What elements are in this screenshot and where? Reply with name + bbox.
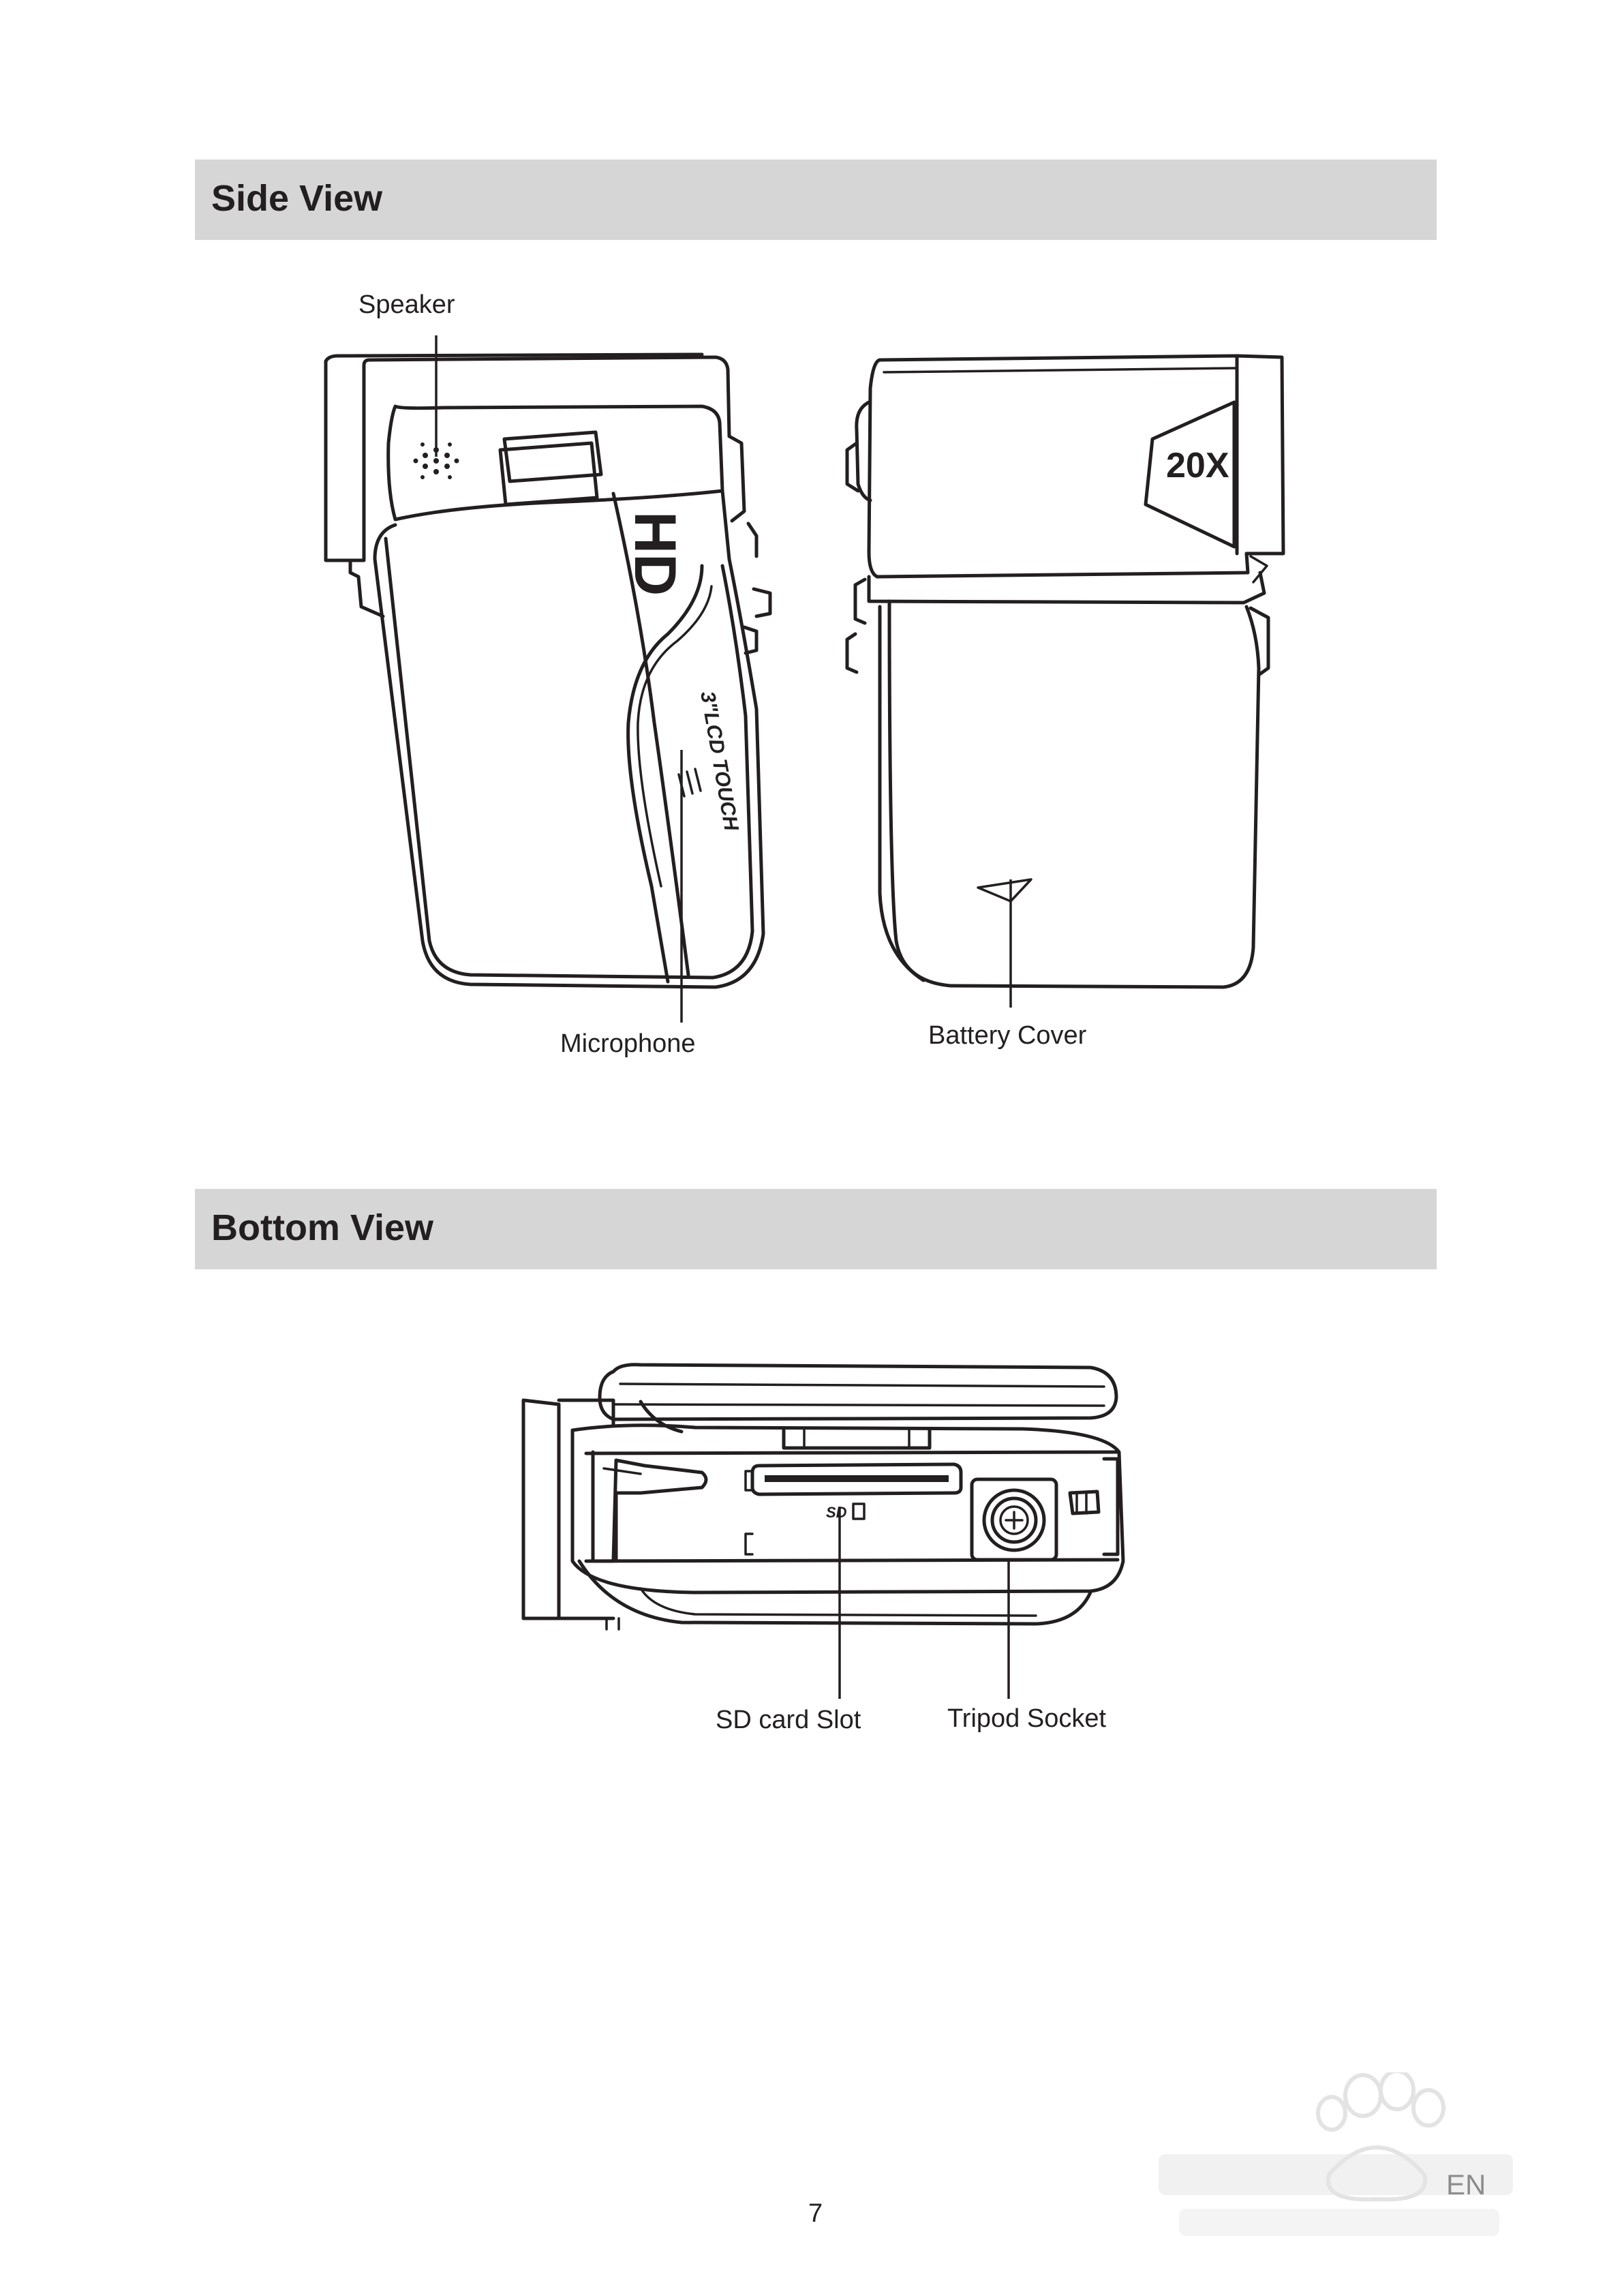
- hd-mark: HD: [622, 511, 688, 596]
- label-microphone: Microphone: [560, 1029, 696, 1058]
- section-header-bottom-view: [195, 1189, 1437, 1269]
- sd-card-icon: [752, 1464, 961, 1521]
- side-view-right-drawing: [842, 348, 1291, 1016]
- label-speaker: Speaker: [358, 290, 455, 319]
- svg-text:SD: SD: [826, 1504, 847, 1521]
- section-title: Side View: [211, 178, 383, 219]
- label-sd-card-slot: SD card Slot: [716, 1706, 861, 1734]
- page-number: 7: [808, 2199, 823, 2228]
- section-title: Bottom View: [211, 1207, 434, 1248]
- watermark-logo: [1159, 2072, 1540, 2250]
- label-battery-cover: Battery Cover: [928, 1021, 1087, 1050]
- label-tripod-socket: Tripod Socket: [947, 1704, 1107, 1733]
- tripod-socket-icon: [972, 1479, 1056, 1560]
- bottom-view-drawing: [518, 1357, 1131, 1711]
- section-header-side-view: [195, 160, 1437, 240]
- side-view-left-drawing: [320, 341, 770, 1023]
- zoom-mark: 20X: [1166, 446, 1229, 485]
- lcd-touch-mark: 3"LCD TOUCH: [696, 689, 743, 833]
